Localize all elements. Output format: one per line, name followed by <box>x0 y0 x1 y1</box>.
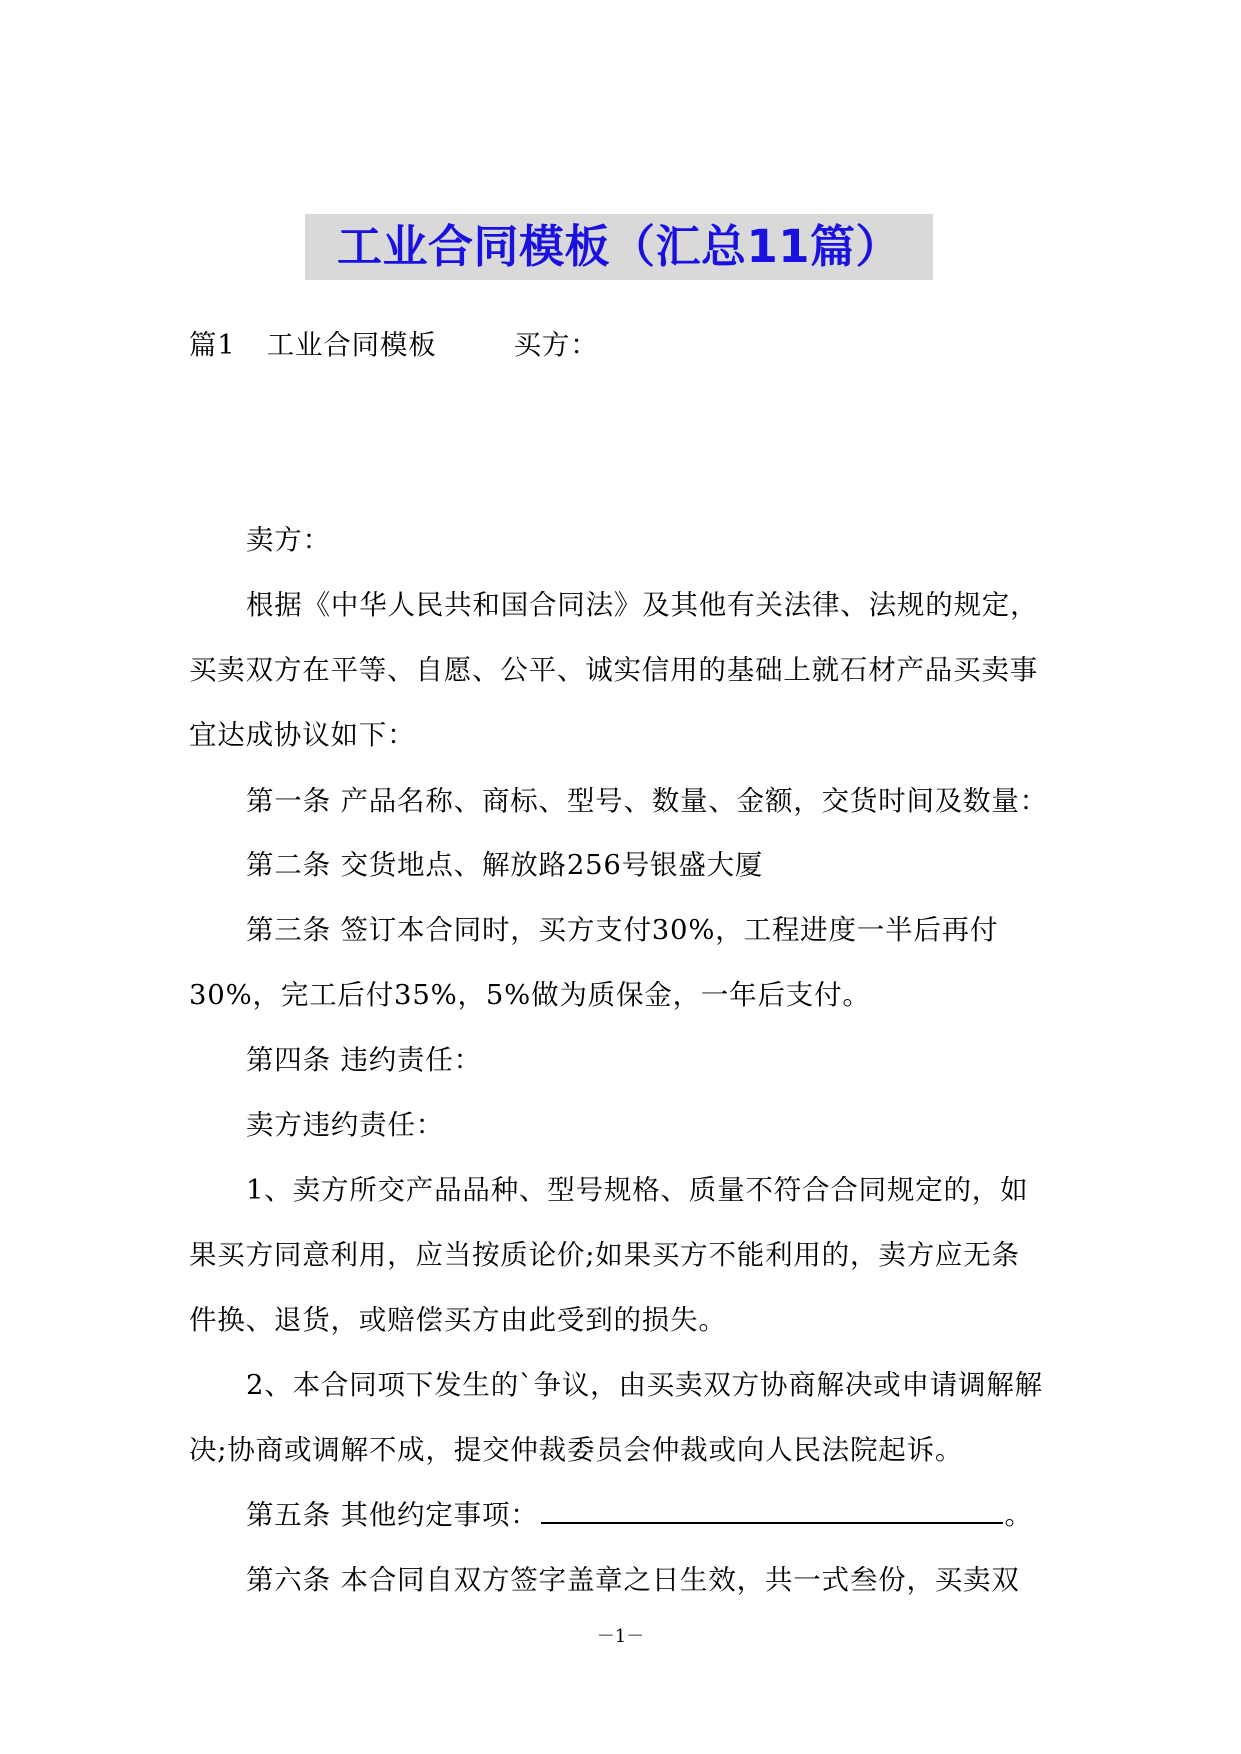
seller-label: 卖方： <box>246 524 331 556</box>
page-number: －1－ <box>596 1626 645 1647</box>
section-heading <box>189 327 599 363</box>
seller-liability-heading: 卖方违约责任： <box>246 1109 445 1141</box>
article-5-label: 第五条 其他约定事项： <box>246 1499 539 1531</box>
document-title: 工业合同模板（汇总11篇） <box>305 214 933 280</box>
article-6: 第六条 本合同自双方签字盖章之日生效，共一式叁份，买卖双 <box>246 1564 1020 1596</box>
paragraph-line: 30%，完工后付35%，5%做为质保金，一年后支付。 <box>189 979 871 1011</box>
article-1: 第一条 产品名称、商标、型号、数量、金额，交货时间及数量： <box>246 785 1048 817</box>
paragraph-line: 件换、退货，或赔偿买方由此受到的损失。 <box>189 1304 727 1336</box>
paragraph-line: 宜达成协议如下： <box>189 719 416 751</box>
article-4: 第四条 违约责任： <box>246 1044 482 1076</box>
article-2: 第二条 交货地点、解放路256号银盛大厦 <box>246 849 764 881</box>
article-5-suffix: 。 <box>1004 1499 1033 1531</box>
paragraph-line: 决;协商或调解不成，提交仲裁委员会仲裁或向人民法院起诉。 <box>189 1434 964 1466</box>
article-5 <box>246 1497 1033 1533</box>
paragraph-line: 果买方同意利用，应当按质论价;如果买方不能利用的，卖方应无条 <box>189 1239 1020 1271</box>
article-3: 第三条 签订本合同时，买方支付30%，工程进度一半后再付 <box>246 914 999 946</box>
section-name: 工业合同模板 <box>266 329 437 361</box>
buyer-label: 买方： <box>513 329 599 361</box>
clause-2: 2、本合同项下发生的`争议，由买卖双方协商解决或申请调解解 <box>246 1369 1043 1401</box>
fill-in-blank <box>541 1498 1003 1524</box>
paragraph-line: 买卖双方在平等、自愿、公平、诚实信用的基础上就石材产品买卖事 <box>189 654 1038 686</box>
section-number: 篇1 <box>189 329 236 361</box>
paragraph-line: 根据《中华人民共和国合同法》及其他有关法律、法规的规定， <box>246 589 1039 621</box>
clause-1: 1、卖方所交产品品种、型号规格、质量不符合合同规定的，如 <box>246 1174 1029 1206</box>
